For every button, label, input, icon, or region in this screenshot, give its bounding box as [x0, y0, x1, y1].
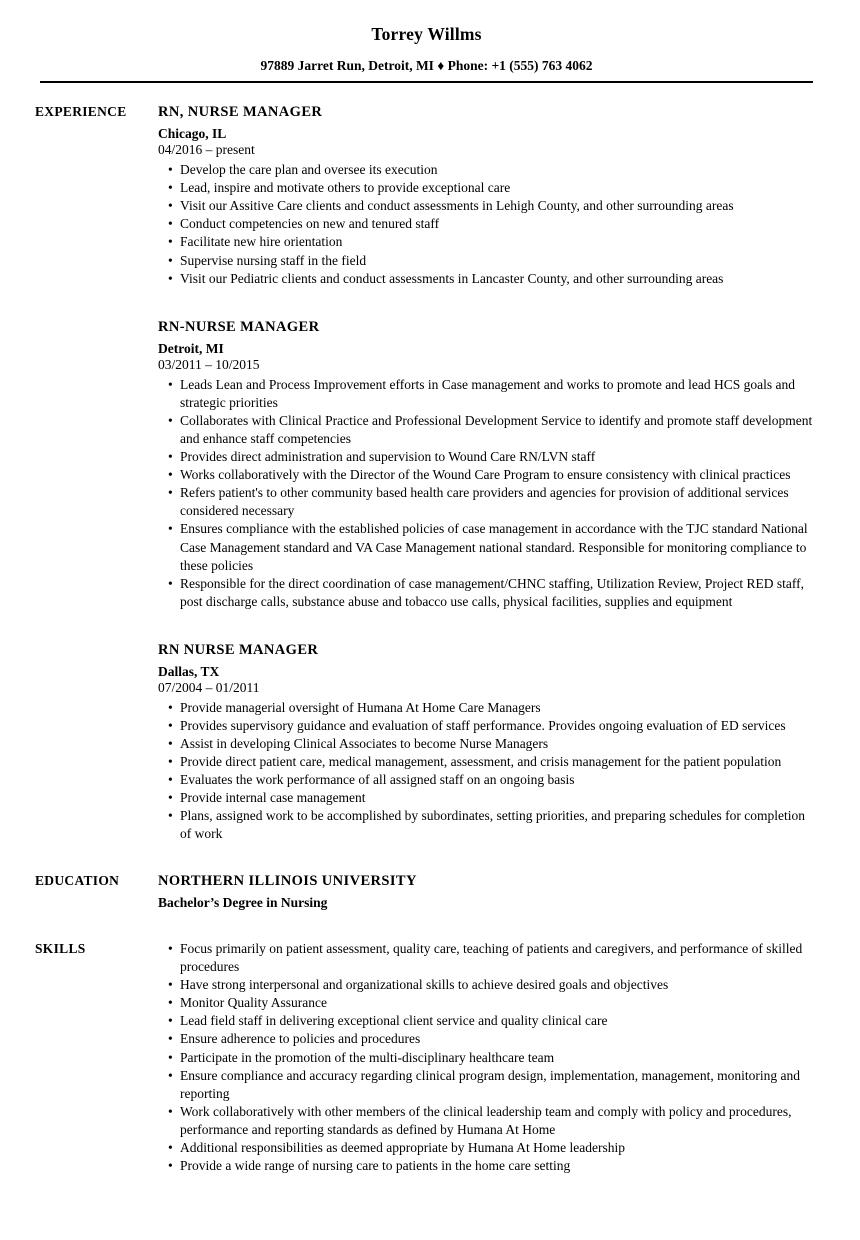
bullet-item: • Visit our Pediatric clients and conduct assessments in Lancaster County, and other surrounding areas [168, 270, 818, 288]
section-label-education: EDUCATION [35, 872, 120, 888]
job-bullet-list [158, 699, 818, 844]
job-title: RN, NURSE MANAGER [158, 104, 323, 120]
bullet-item: • Focus primarily on patient assessment, quality care, teaching of patients and caregivers, and performance of skilled procedures [168, 940, 818, 976]
bullet-item: • Supervise nursing staff in the field [168, 252, 818, 270]
job-entry-1 [158, 103, 818, 288]
bullet-item: • Additional responsibilities as deemed appropriate by Humana At Home leadership [168, 1139, 818, 1157]
bullet-item: • Conduct competencies on new and tenured staff [168, 215, 818, 233]
bullet-item: • Facilitate new hire orientation [168, 233, 818, 251]
person-name: Torrey Willms [371, 24, 482, 44]
bullet-item: • Evaluates the work performance of all assigned staff on an ongoing basis [168, 771, 818, 789]
job-entry-3 [158, 641, 818, 844]
bullet-item: • Have strong interpersonal and organizational skills to achieve desired goals and objectives [168, 976, 818, 994]
education-content [158, 872, 818, 913]
job-entry-2 [158, 318, 818, 611]
bullet-item: • Monitor Quality Assurance [168, 994, 818, 1012]
section-label-experience: EXPERIENCE [35, 104, 127, 119]
bullet-item: • Refers patient's to other community based health care providers and agencies for provision of additional services considered necessary [168, 484, 818, 520]
bullet-item: • Ensures compliance with the established policies of case management in accordance with the TJC standard National Case Management standard and VA Case Management national standard. Responsible for monitoring compliance to these policies [168, 520, 818, 574]
bullet-item: • Collaborates with Clinical Practice and Professional Development Service to identify and promote staff development and enhance staff competencies [168, 412, 818, 448]
bullet-item: • Visit our Assitive Care clients and conduct assessments in Lehigh County, and other surrounding areas [168, 197, 818, 215]
bullet-item: • Work collaboratively with other members of the clinical leadership team and comply with policy and procedures, performance and reporting standards as defined by Humana At Home [168, 1103, 818, 1139]
education-school: NORTHERN ILLINOIS UNIVERSITY [158, 872, 417, 889]
job-title: RN-NURSE MANAGER [158, 318, 320, 335]
bullet-item: • Assist in developing Clinical Associates to become Nurse Managers [168, 735, 818, 753]
resume-body [35, 103, 818, 1175]
job-bullet-list [158, 161, 818, 288]
bullet-item: • Leads Lean and Process Improvement efforts in Case management and works to promote and lead HCS goals and strategic priorities [168, 376, 818, 412]
bullet-item: • Works collaboratively with the Director of the Wound Care Program to ensure consistency with clinical practices [168, 466, 818, 484]
job-dates: 03/2011 – 10/2015 [158, 356, 260, 372]
bullet-item: • Provides supervisory guidance and evaluation of staff performance. Provides ongoing evaluation of ED services [168, 717, 818, 735]
bullet-item: • Provide managerial oversight of Humana At Home Care Managers [168, 699, 818, 717]
bullet-item: • Participate in the promotion of the multi-disciplinary healthcare team [168, 1049, 818, 1067]
job-title: RN NURSE MANAGER [158, 641, 319, 658]
job-dates: 04/2016 – present [158, 141, 255, 157]
bullet-item: • Provide internal case management [168, 789, 818, 807]
bullet-item: • Lead, inspire and motivate others to provide exceptional care [168, 179, 818, 197]
bullet-item: • Provide direct patient care, medical management, assessment, and crisis management for the patient population [168, 753, 818, 771]
skills-content [158, 940, 818, 1175]
job-location: Dallas, TX [158, 664, 220, 680]
bullet-item: • Provides direct administration and supervision to Wound Care RN/LVN staff [168, 448, 818, 466]
bullet-item: • Ensure compliance and accuracy regarding clinical program design, implementation, management, monitoring and reporting [168, 1067, 818, 1103]
header-divider [40, 81, 813, 83]
bullet-item: • Develop the care plan and oversee its execution [168, 161, 818, 179]
bullet-item: • Provide a wide range of nursing care to patients in the home care setting [168, 1157, 818, 1175]
job-location: Detroit, MI [158, 341, 224, 357]
bullet-item: • Plans, assigned work to be accomplished by subordinates, setting priorities, and preparing schedules for completion of work [168, 807, 818, 843]
bullet-item: • Ensure adherence to policies and procedures [168, 1030, 818, 1048]
resume-header [35, 24, 818, 83]
job-dates: 07/2004 – 01/2011 [158, 679, 260, 695]
bullet-item: • Lead field staff in delivering exceptional client service and quality clinical care [168, 1012, 818, 1030]
skills-bullet-list [158, 940, 818, 1175]
experience-content [158, 103, 818, 844]
job-location: Chicago, IL [158, 126, 227, 142]
education-degree: Bachelor’s Degree in Nursing [158, 894, 328, 910]
job-bullet-list [158, 376, 818, 611]
bullet-item: • Responsible for the direct coordination of case management/CHNC staffing, Utilization Review, Project RED staff, post discharge calls, substance abuse and tobacco use calls, physical facilities, supplies and equipment [168, 575, 818, 611]
contact-line: 97889 Jarret Run, Detroit, MI ♦ Phone: +1 (555) 763 4062 [260, 58, 593, 73]
section-label-skills: SKILLS [35, 941, 86, 957]
